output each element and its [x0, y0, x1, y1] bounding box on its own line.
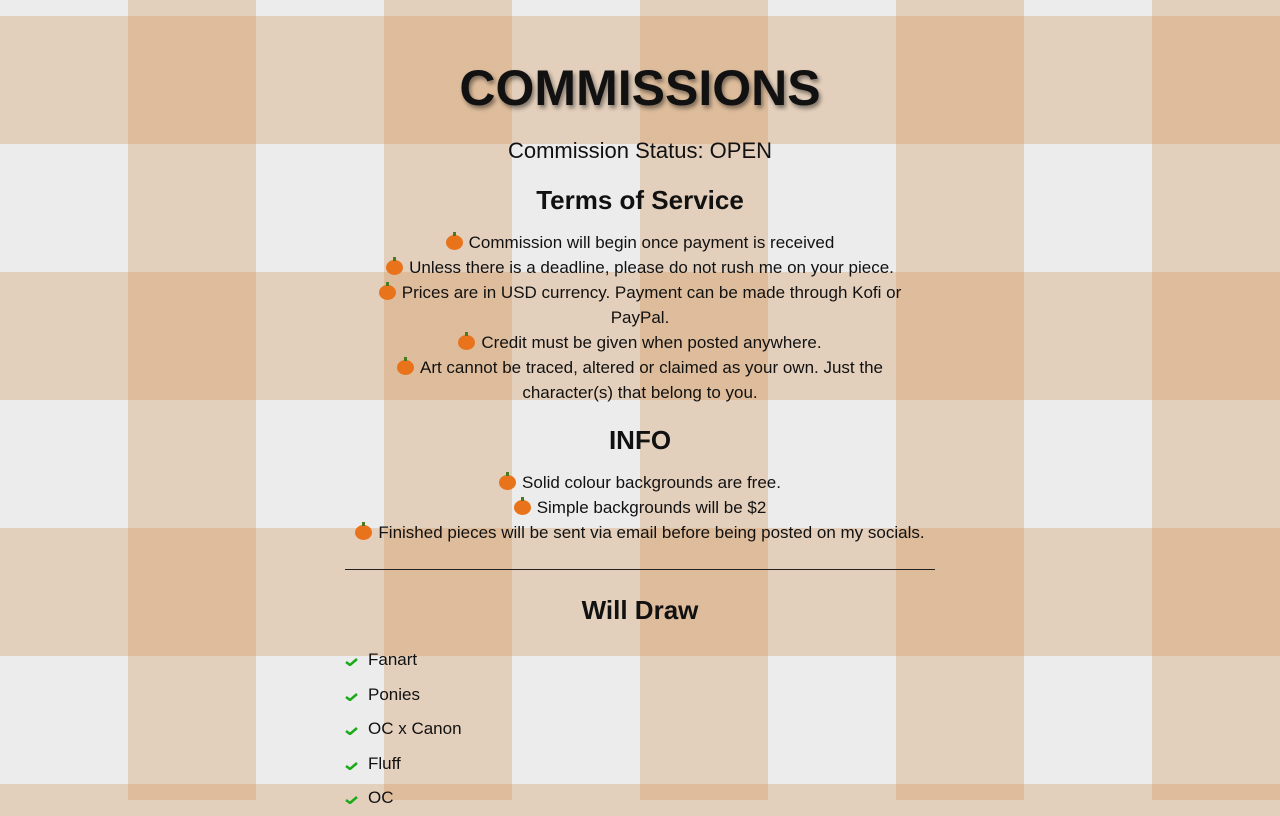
- pumpkin-icon: [355, 525, 372, 540]
- list-item-label: OC: [368, 788, 394, 808]
- tos-heading: Terms of Service: [536, 185, 744, 215]
- tos-item-text: Commission will begin once payment is received: [468, 233, 835, 252]
- info-item-text: Finished pieces will be sent via email before being posted on my socials.: [378, 523, 925, 542]
- list-item-label: Fluff: [368, 753, 401, 773]
- check-icon: [345, 796, 358, 804]
- list-item-label: Fanart: [368, 650, 418, 670]
- will-draw-heading-wrap: [345, 595, 935, 625]
- tos-item-text: Prices are in USD currency. Payment can be made through Kofi or PayPal.: [401, 283, 902, 327]
- tos-section: [345, 185, 935, 405]
- check-icon: [345, 762, 358, 770]
- divider: [345, 569, 935, 570]
- tos-item-text: Art cannot be traced, altered or claimed as your own. Just the character(s) that belong to you.: [419, 358, 884, 402]
- pumpkin-icon: [458, 335, 475, 350]
- will-draw-heading: Will Draw: [581, 595, 699, 625]
- info-item: [345, 470, 935, 495]
- check-icon: [345, 727, 358, 735]
- tos-item: [370, 230, 910, 255]
- info-item-text: Solid colour backgrounds are free.: [522, 473, 781, 492]
- list-item: [345, 678, 462, 713]
- tos-item-text: Credit must be given when posted anywhere.: [481, 333, 822, 352]
- info-item-text: Simple backgrounds will be $2: [536, 498, 767, 517]
- tos-item: [370, 330, 910, 355]
- info-section: [345, 425, 935, 545]
- check-icon: [345, 658, 358, 666]
- commission-status: Commission Status: OPEN: [507, 138, 773, 163]
- tos-item: [370, 355, 910, 405]
- pumpkin-icon: [446, 235, 463, 250]
- list-item: [345, 712, 462, 747]
- pumpkin-icon: [386, 260, 403, 275]
- info-item: [345, 520, 935, 545]
- list-item-label: OC x Canon: [368, 719, 462, 739]
- tos-item-text: Unless there is a deadline, please do not rush me on your piece.: [409, 258, 894, 277]
- pumpkin-icon: [514, 500, 531, 515]
- tos-item: [370, 280, 910, 330]
- page-title: COMMISSIONS: [459, 60, 821, 116]
- list-item: [345, 781, 462, 816]
- check-icon: [345, 693, 358, 701]
- pumpkin-icon: [499, 475, 516, 490]
- info-item: [345, 495, 935, 520]
- will-draw-list: [345, 643, 462, 816]
- list-item-label: Ponies: [368, 684, 420, 704]
- list-item: [345, 747, 462, 782]
- tos-item: [370, 255, 910, 280]
- info-heading: INFO: [608, 425, 672, 455]
- pumpkin-icon: [379, 285, 396, 300]
- list-item: [345, 643, 462, 678]
- pumpkin-icon: [397, 360, 414, 375]
